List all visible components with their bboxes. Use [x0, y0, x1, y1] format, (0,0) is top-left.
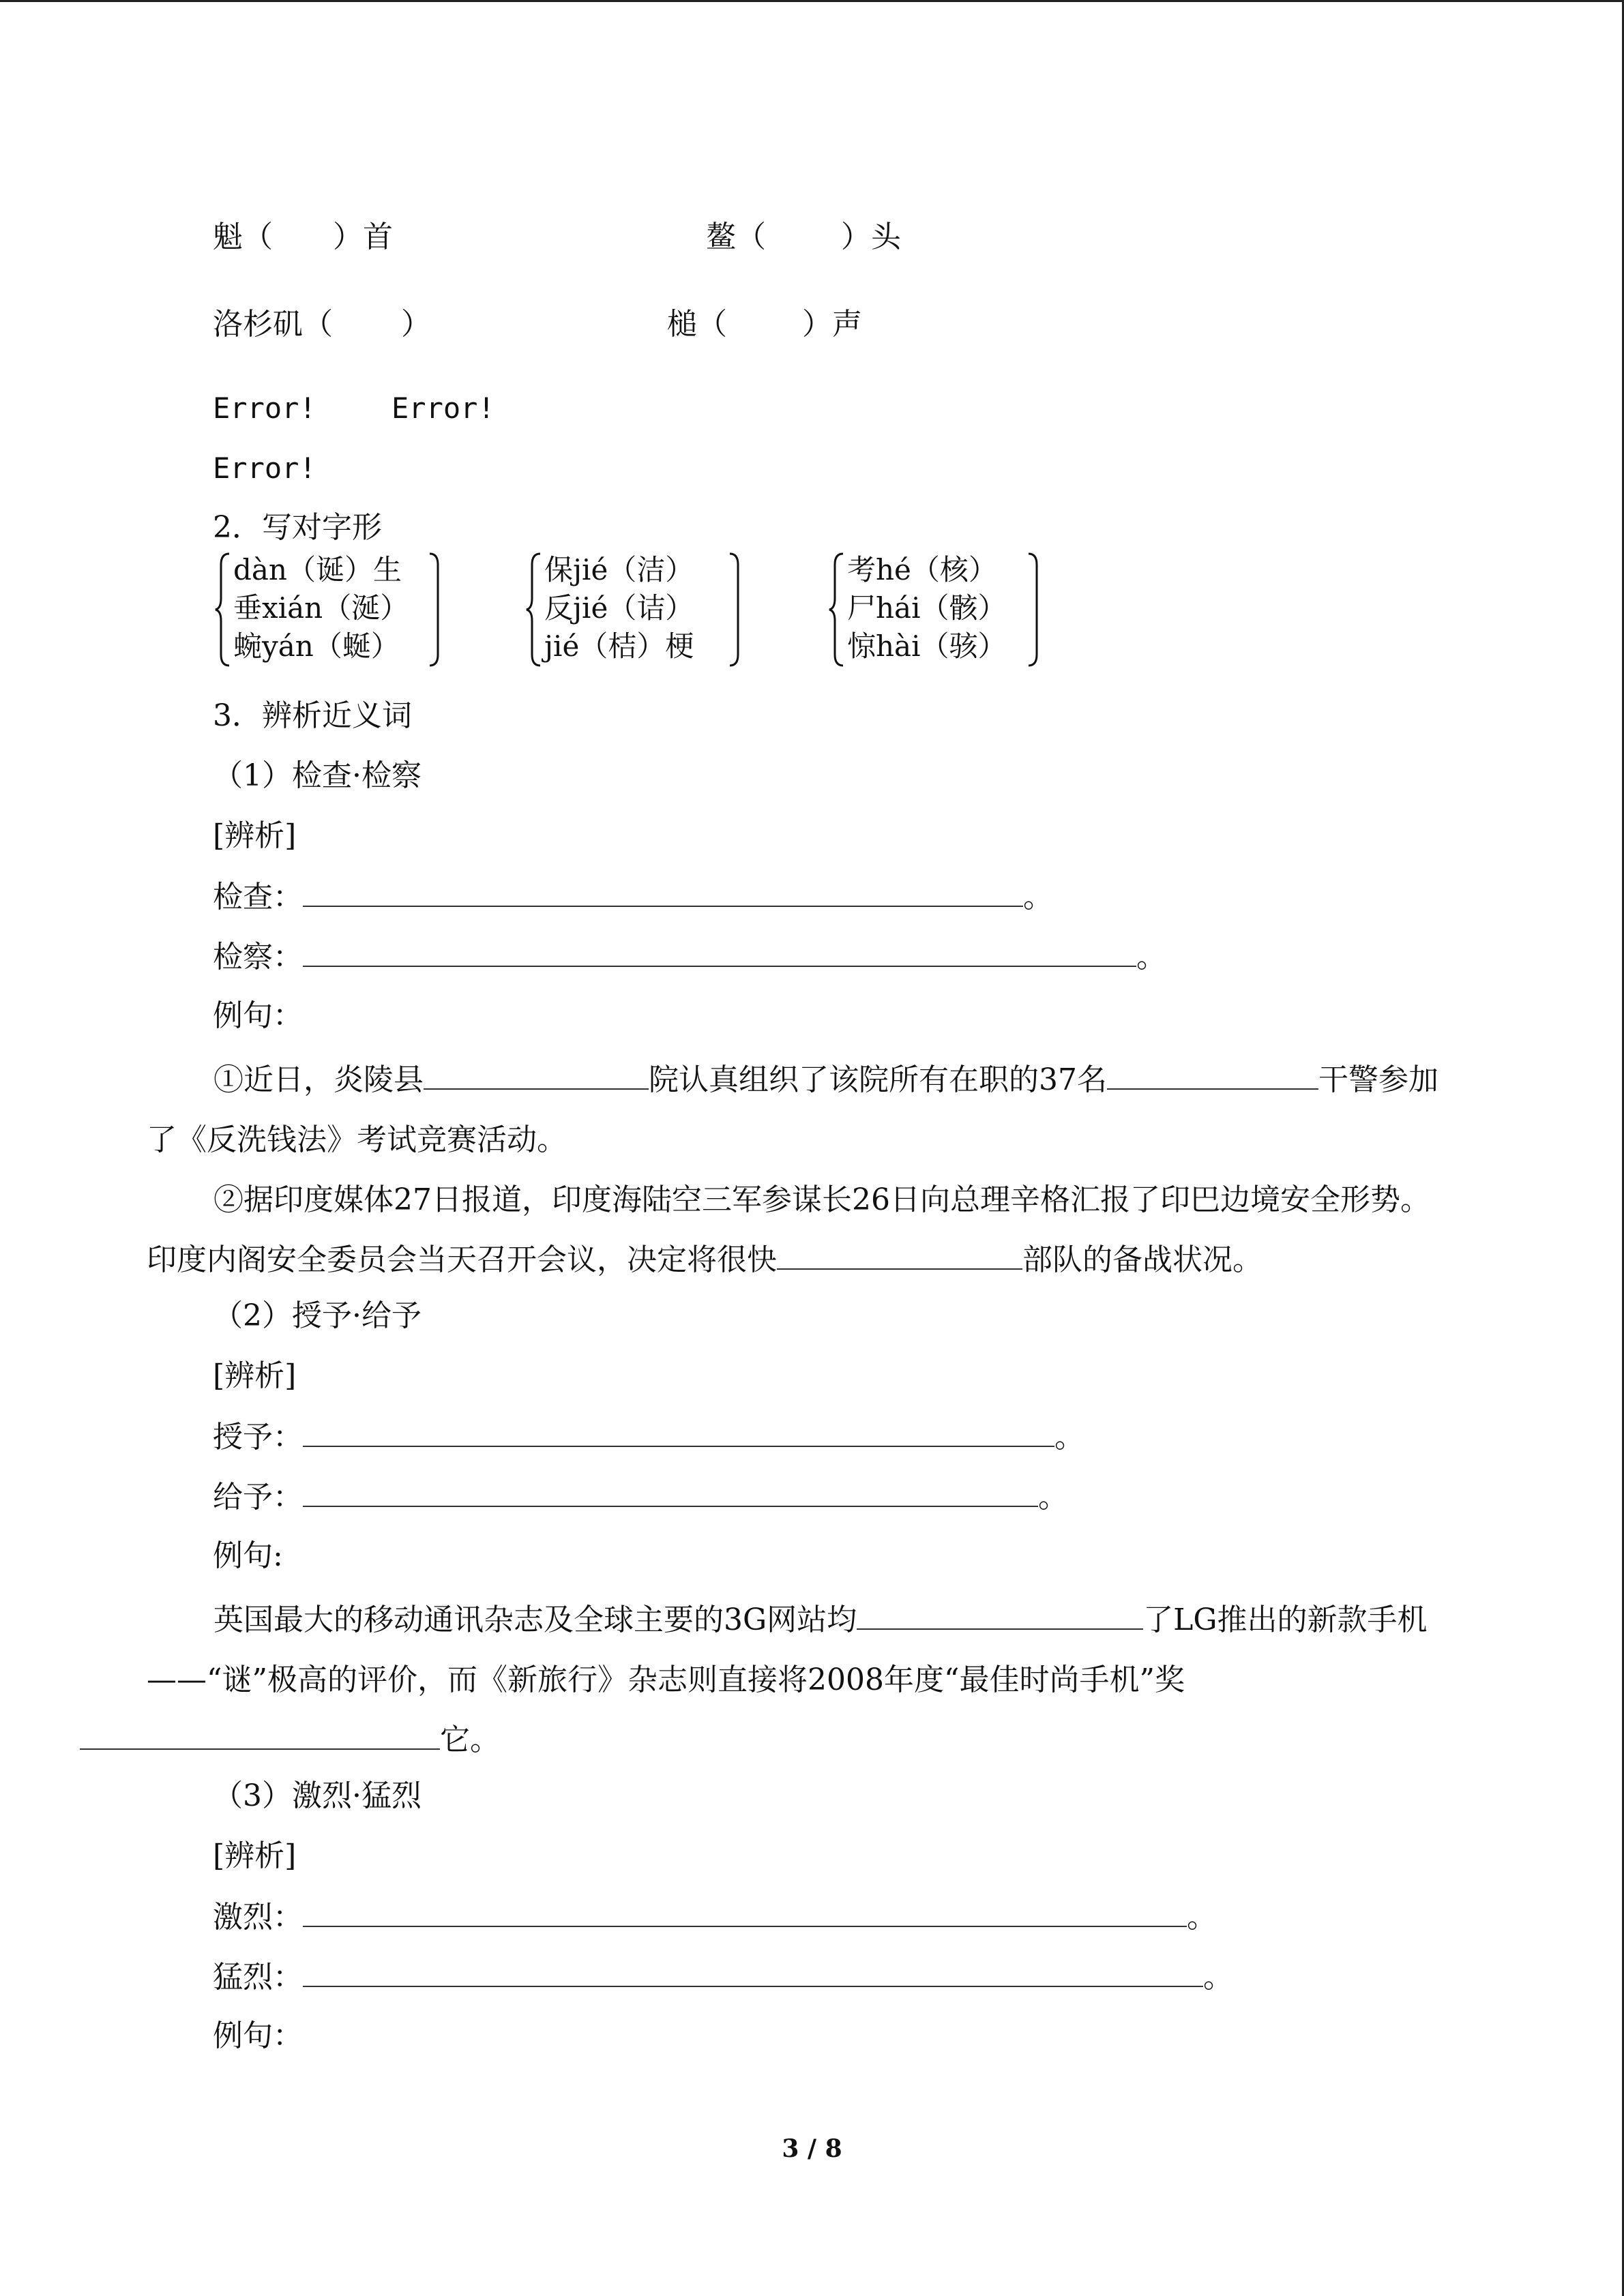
bianxi-label: [辨析] [213, 818, 297, 853]
word-row: 尸hái（骸） [847, 591, 1007, 625]
definition-menglie: 猛烈： 。 [213, 1960, 1233, 1995]
pinyin-item-chui: 槌（ ）声 [667, 307, 862, 342]
answer-blank[interactable] [303, 1478, 1038, 1507]
pinyin-item-kui: 魁（ ）首 [213, 220, 393, 254]
example-label: 例句： [213, 998, 303, 1033]
word-row: jié（桔）梗 [544, 629, 694, 663]
error-text: Error! [392, 391, 495, 425]
answer-blank[interactable] [80, 1721, 440, 1750]
definition-jiancha2: 检察： 。 [213, 940, 1166, 974]
answer-blank[interactable] [1107, 1061, 1318, 1090]
answer-blank[interactable] [857, 1601, 1143, 1630]
word-row: 保jié（洁） [544, 553, 694, 586]
left-brace-icon [213, 551, 233, 668]
pinyin-item-ao: 鳌（ ）头 [706, 220, 901, 254]
definition-jiyu: 给予： 。 [213, 1480, 1068, 1515]
word-row: 蜿yán（蜒） [233, 629, 400, 663]
word-group-3 [827, 551, 1045, 668]
error-text: Error! [213, 451, 316, 485]
subsection-2-title: （2）授予·给予 [213, 1298, 422, 1333]
answer-blank[interactable] [777, 1241, 1022, 1270]
right-bracket-icon [426, 551, 446, 668]
right-bracket-icon [1024, 551, 1045, 668]
example-sentence-3: 英国最大的移动通讯杂志及全球主要的3G网站均 了LG推出的新款手机——“谜”极高的评价，而《新旅行》杂志则直接将2008年度“最佳时尚手机”奖 它。 [147, 1590, 1456, 1770]
subsection-1-title: （1）检查·检察 [213, 758, 422, 793]
word-row: 惊hài（骇） [847, 629, 1007, 663]
answer-blank[interactable] [303, 938, 1136, 967]
right-bracket-icon [726, 551, 746, 668]
word-row: 垂xián（涎） [233, 591, 409, 625]
word-group-1 [213, 551, 445, 668]
definition-jiancha: 检查： 。 [213, 880, 1053, 914]
example-label: 例句: [213, 1538, 283, 1573]
answer-blank[interactable] [303, 1418, 1054, 1447]
answer-blank[interactable] [303, 1898, 1187, 1927]
bianxi-label: [辨析] [213, 1838, 297, 1873]
word-group-2 [524, 551, 742, 668]
definition-shouyu: 授予： 。 [213, 1420, 1084, 1455]
section-3-title: 3．辨析近义词 [213, 698, 412, 733]
example-sentence-2: ②据印度媒体27日报道，印度海陆空三军参谋长26日向总理辛格汇报了印巴边境安全形势。印度内阁安全委员会当天召开会议，决定将很快 部队的备战状况。 [147, 1182, 1430, 1277]
left-brace-icon [827, 551, 847, 668]
word-row: 反jié（诘） [544, 591, 694, 625]
definition-jilie: 激烈： 。 [213, 1900, 1217, 1935]
error-text: Error! [213, 391, 316, 425]
word-row: dàn（诞）生 [233, 553, 402, 586]
left-brace-icon [524, 551, 544, 668]
section-2-title: 2．写对字形 [213, 510, 382, 545]
word-row: 考hé（核） [847, 553, 997, 586]
page-number: 3 / 8 [782, 2134, 842, 2163]
pinyin-item-luoshanji: 洛杉矶（ ） [213, 307, 431, 342]
answer-blank[interactable] [424, 1061, 649, 1090]
subsection-3-title: （3）激烈·猛烈 [213, 1778, 422, 1813]
example-sentence-1: ①近日，炎陵县 院认真组织了该院所有在职的37名 干警参加了《反洗钱法》考试竞赛活动。 [147, 1062, 1438, 1157]
bianxi-label: [辨析] [213, 1358, 297, 1393]
example-label: 例句： [213, 2018, 303, 2053]
answer-blank[interactable] [303, 878, 1023, 907]
answer-blank[interactable] [303, 1958, 1203, 1987]
